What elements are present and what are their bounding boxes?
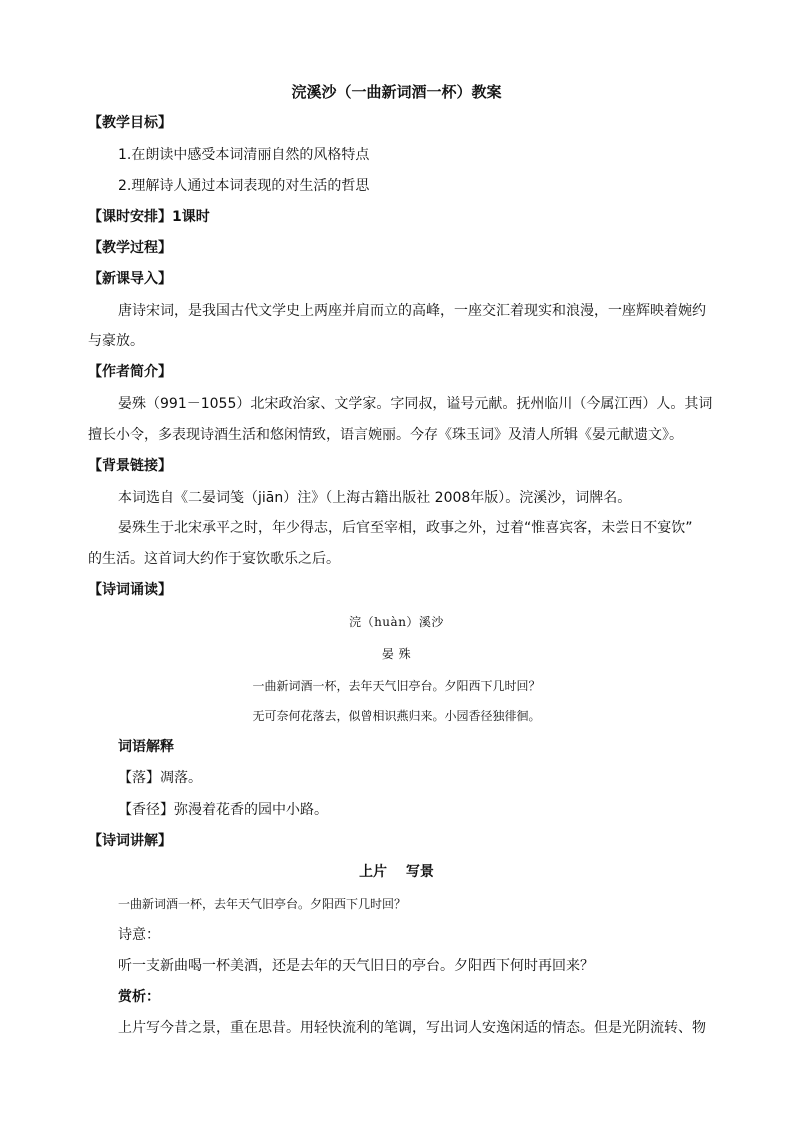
section-heading-explain: 【诗词讲解】 xyxy=(88,833,172,849)
poem-title: 浣（huàn）溪沙 xyxy=(349,615,444,629)
background-paragraph-line-1: 本词选自《二晏词笺（jiān）注》（上海古籍出版社 2008年版）。浣溪沙，词牌名。 xyxy=(118,490,632,506)
poem-author: 晏 殊 xyxy=(381,647,412,661)
vocab-heading: 词语解释 xyxy=(118,739,174,755)
section-heading-author: 【作者简介】 xyxy=(88,364,172,380)
section-heading-process: 【教学过程】 xyxy=(88,240,172,256)
background-paragraph-line-2: 晏殊生于北宋承平之时，年少得志，后官至宰相，政事之外，过着“惟喜宾客，未尝日不宴饮” xyxy=(118,520,693,536)
section-heading-schedule: 【课时安排】1课时 xyxy=(88,209,210,225)
part-heading: 上片 写景 xyxy=(359,864,434,880)
author-paragraph-line-1: 晏殊（991－1055）北宋政治家、文学家。字同叔，谥号元献。抚州临川（今属江西）人。其词 xyxy=(118,396,713,412)
doc-title: 浣溪沙（一曲新词酒一杯）教案 xyxy=(291,83,502,101)
meaning-label: 诗意： xyxy=(118,927,160,943)
intro-paragraph-line-2: 与豪放。 xyxy=(88,333,144,349)
poem-line-2: 无可奈何花落去，似曾相识燕归来。小园香径独徘徊。 xyxy=(252,709,541,723)
section-heading-background: 【背景链接】 xyxy=(88,458,172,474)
section-heading-recite: 【诗词诵读】 xyxy=(88,582,172,598)
intro-paragraph-line-1: 唐诗宋词，是我国古代文学史上两座并肩而立的高峰，一座交汇着现实和浪漫，一座辉映着婉约 xyxy=(118,303,706,319)
section-heading-intro: 【新课导入】 xyxy=(88,271,172,287)
vocab-item-1: 【落】凋落。 xyxy=(118,770,202,786)
appreciate-text: 上片写今昔之景，重在思昔。用轻快流利的笔调，写出词人安逸闲适的情态。但是光阴流转、物 xyxy=(118,1020,706,1036)
goal-item-1: 1.在朗读中感受本词清丽自然的风格特点 xyxy=(118,147,370,163)
goal-item-2: 2.理解诗人通过本词表现的对生活的哲思 xyxy=(118,178,370,194)
vocab-item-2: 【香径】弥漫着花香的园中小路。 xyxy=(118,802,328,818)
explain-poem-line: 一曲新词酒一杯，去年天气旧亭台。夕阳西下几时回？ xyxy=(118,897,407,911)
background-paragraph-line-3: 的生活。这首词大约作于宴饮歌乐之后。 xyxy=(88,551,340,567)
author-paragraph-line-2: 擅长小令，多表现诗酒生活和悠闲情致，语言婉丽。今存《珠玉词》及清人所辑《晏元献遗文》。 xyxy=(88,427,683,443)
section-heading-goal: 【教学目标】 xyxy=(88,115,172,131)
meaning-text: 听一支新曲喝一杯美酒，还是去年的天气旧日的亭台。夕阳西下何时再回来？ xyxy=(118,958,594,974)
appreciate-label: 赏析： xyxy=(118,989,160,1005)
poem-line-1: 一曲新词酒一杯，去年天气旧亭台。夕阳西下几时回？ xyxy=(252,679,541,693)
